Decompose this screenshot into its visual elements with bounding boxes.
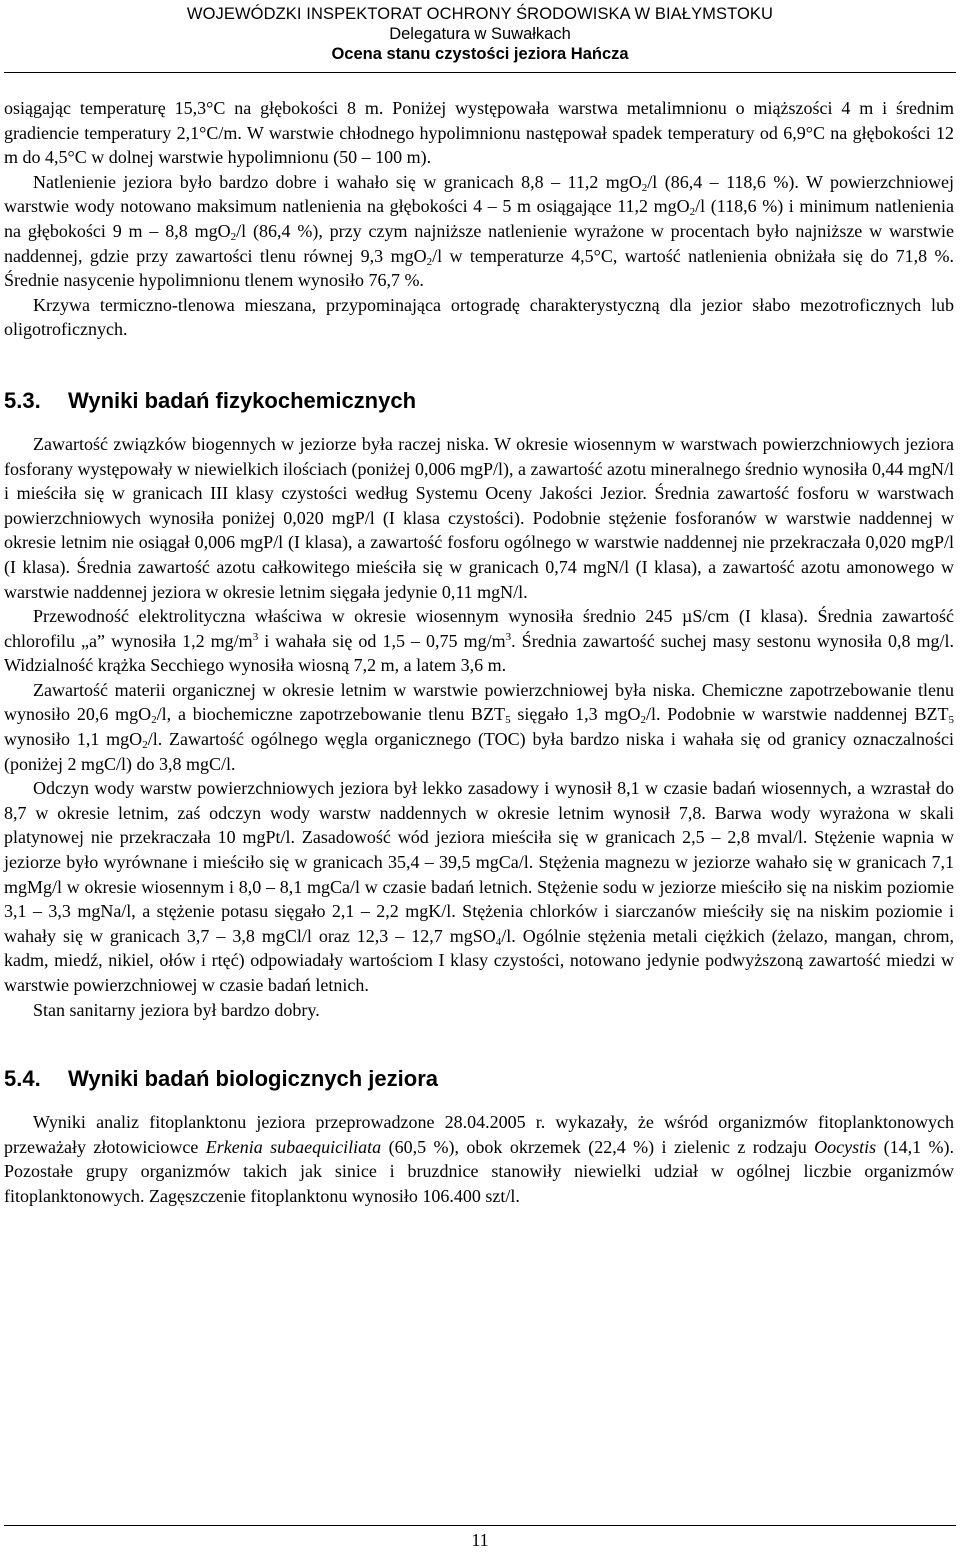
footer-divider [4, 1525, 956, 1526]
paragraph-oxygenation: Natlenienie jeziora było bardzo dobre i wahało się w granicach 8,8 – 11,2 mgO$_2$/l (86,4 – 118,6 %). W powierzchniowej warstwie wody notowano maksimum natlenienia na głębokości 4 – 5 m osiągające 11,2 mgO$_2$/l (118,6 %) i minimum natlenienia na głębokości 9 m – 8,8 mgO$_2$/l (86,4 %), przy czym najniższe natlenienie wyrażone w procentach było najniższe w warstwie naddennej, gdzie przy zawartości tlenu równej 9,3 mgO$_2$/l w temperaturze 4,5°C, wartość natlenienia obniżała się do 71,8 %. Średnie nasycenie hypolimnionu tlenem wynosiło 76,7 %. [4, 171, 955, 291]
header-delegation: Delegatura w Suwałkach [389, 25, 571, 43]
section-heading-biological: 5.4. Wyniki badań biologicznych jeziora [4, 1066, 438, 1092]
page-number: 11 [471, 1530, 489, 1550]
paragraph-organic-matter: Zawartość materii organicznej w okresie letnim w warstwie powierzchniowej była niska. Chemiczne zapotrzebowanie tlenu wynosiło 20,6 mgO$_2$/l, a biochemiczne zapotrzebowanie tlenu $BZT_5$ sięgało 1,3 mgO$_2$/l. Podobnie w warstwie naddennej $BZT_5$ wynosiło 1,1 mgO$_2$/l. Zawartość ogólnego węgla organicznego (TOC) była bardzo niska i wahała się od granicy oznaczalności (poniżej 2 mgC/l) do 3,8 mgC/l. [4, 679, 954, 774]
paragraph-biogenic-compounds: Zawartość związków biogennych w jeziorze była raczej niska. W okresie wiosennym w warstwach powierzchniowych jeziora fosforany występowały w niewielkich ilościach (poniżej 0,006 mgP/l), a zawartość azotu mineralnego średnio wynosiła 0,44 mgN/l i mieściła się w granicach III klasy czystości według Systemu Oceny Jakości Jezior. Średnia zawartość fosforu w warstwach powierzchniowych wynosiła poniżej 0,020 mgP/l (I klasa czystości). Podobnie stężenie fosforanów w warstwie naddennej w okresie letnim nie osiągał 0,006 mgP/l (I klasa), a zawartość fosforu ogólnego w warstwie naddennej nie przekraczała 0,020 mgP/l (I klasa). Średnia zawartość azotu całkowitego mieściła się w granicach 0,74 mgN/l (I klasa), a zawartość azotu amonowego w warstwie naddennej jeziora w okresie letnim sięgała jedynie 0,11 mgN/l. [4, 433, 954, 602]
paragraph-thermo-oxygen-curve: Krzywa termiczno-tlenowa mieszana, przypominająca ortogradę charakterystyczną dla jezior słabo mezotroficznych lub oligotroficznych. [4, 294, 954, 340]
page-header [0, 4, 960, 64]
header-institution: WOJEWÓDZKI INSPEKTORAT OCHRONY ŚRODOWISKA W BIAŁYMSTOKU [186, 5, 774, 23]
header-document-title: Ocena stanu czystości jeziora Hańcza [331, 45, 629, 63]
document-body [4, 96, 954, 1209]
paragraph-phytoplankton: Wyniki analiz fitoplanktonu jeziora przeprowadzone 28.04.2005 r. wykazały, że wśród organizmów fitoplanktonowych przeważały złotowiciowce Erkenia subaequiciliata (60,5 %), obok okrzemek (22,4 %) i zielenic z rodzaju Oocystis (14,1 %). Pozostałe grupy organizmów takich jak sinice i bruzdnice stanowiły niewielki udział w ogólnej liczbie organizmów fitoplanktonowych. Zagęszczenie fitoplanktonu wynosiło 106.400 szt/l. [4, 1112, 955, 1206]
paragraph-water-reaction: Odczyn wody warstw powierzchniowych jeziora był lekko zasadowy i wynosił 8,1 w czasie badań wiosennych, a wzrastał do 8,7 w okresie letnim, zaś odczyn wody warstw naddennych w okresie letnim wynosił 7,8. Barwa wody wyrażona w skali platynowej nie przekraczała 10 mgPt/l. Zasadowość wód jeziora mieściła się w granicach 2,5 – 2,8 mval/l. Stężenie wapnia w jeziorze było wyrównane i mieściło się w granicach 35,4 – 39,5 mgCa/l. Stężenia magnezu w jeziorze wahało się w granicach 7,1 mgMg/l w okresie wiosennym i 8,0 – 8,1 mgCa/l w czasie badań letnich. Stężenie sodu w jeziorze mieściło się na niskim poziomie 3,1 – 3,3 mgNa/l, a stężenie potasu sięgało 2,1 – 2,2 mgK/l. Stężenia chlorków i siarczanów mieściły się na niskim poziomie i wahały się w granicach 3,7 – 3,8 mgCl/l oraz 12,3 – 12,7 mgSO$_4$/l. Ogólnie stężenia metali ciężkich (żelazo, mangan, chrom, kadm, miedź, nikiel, ołów i rtęć) odpowiadały wartościom I klasy czystości, notowano jedynie podwyższoną zawartość miedzi w warstwie powierzchniowej w czasie badań letnich. [4, 778, 954, 995]
paragraph-conductivity: Przewodność elektrolityczna właściwa w okresie wiosennym wynosiła średnio 245 µS/cm (I klasa). Średnia zawartość chlorofilu „a” wynosiła 1,2 $mg/m^3$ i wahała się od 1,5 – 0,75 $mg/m^3$. Średnia zawartość suchej masy sestonu wynosiła 0,8 mg/l. Widzialność krążka Secchiego wynosiła wiosną 7,2 m, a latem 3,6 m. [4, 606, 955, 676]
section-heading-physicochemical: 5.3. Wyniki badań fizykochemicznych [4, 387, 417, 413]
paragraph-temperature: osiągając temperaturę 15,3°C na głębokości 8 m. Poniżej występowała warstwa metalimnionu o miąższości 4 m i średnim gradiencie temperatury 2,1°C/m. W warstwie chłodnego hypolimnionu następował spadek temperatury od 6,9°C na głębokości 12 m do 4,5°C w dolnej warstwie hypolimnionu (50 – 100 m). [4, 98, 954, 168]
paragraph-sanitary-state: Stan sanitarny jeziora był bardzo dobry. [33, 999, 320, 1020]
header-divider [4, 72, 956, 73]
